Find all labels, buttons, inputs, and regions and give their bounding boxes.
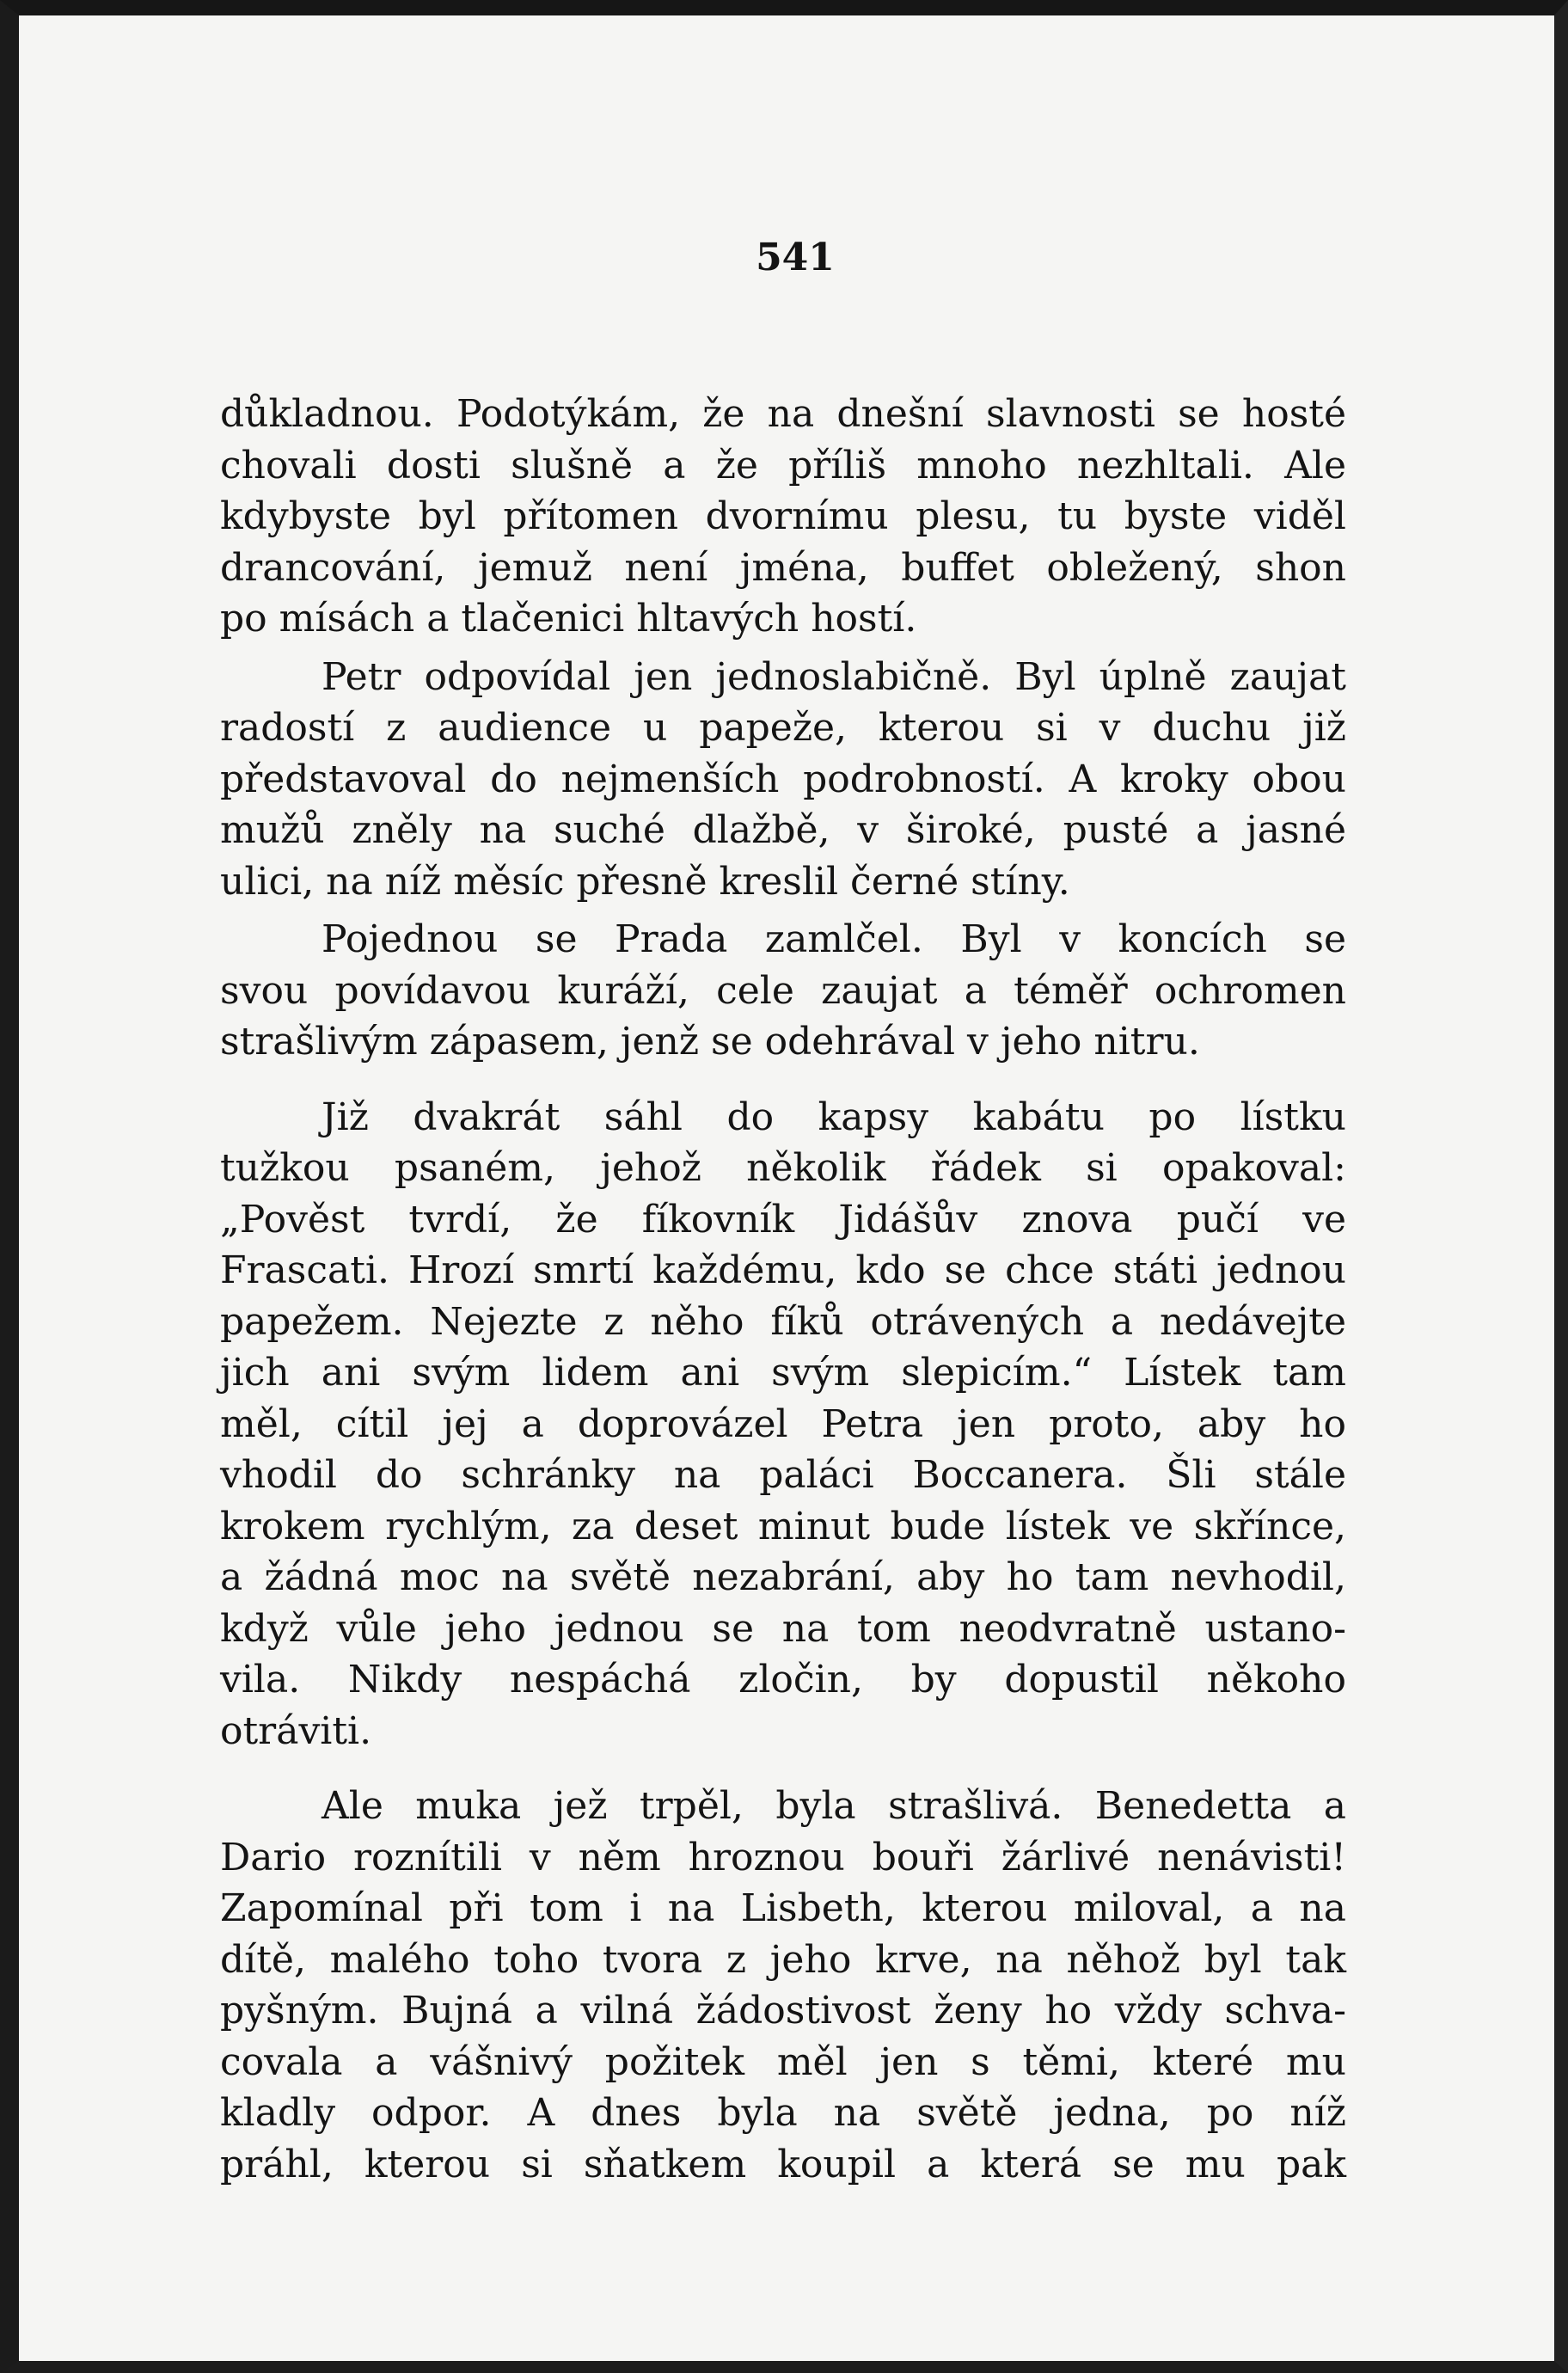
text-line: měl, cítil jej a doprovázel Petra jen proto, aby ho bbox=[220, 1401, 1346, 1446]
text-line: kladly odpor. A dnes byla na světě jedna, po níž bbox=[220, 2091, 1346, 2135]
text-line: vhodil do schránky na paláci Boccanera. Šli stále bbox=[220, 1453, 1346, 1497]
text-line: Zapomínal při tom i na Lisbeth, kterou miloval, a na bbox=[220, 1886, 1346, 1930]
text-line: a žádná moc na světě nezabrání, aby ho tam nevhodil, bbox=[220, 1555, 1346, 1599]
text-line: kdybyste byl přítomen dvornímu plesu, tu byste viděl bbox=[220, 494, 1346, 538]
text-line: Petr odpovídal jen jednoslabičně. Byl úplně zaujat bbox=[322, 654, 1346, 699]
book-page bbox=[220, 230, 1346, 2190]
text-line: když vůle jeho jednou se na tom neodvratně ustano- bbox=[220, 1606, 1346, 1651]
paragraph-3 bbox=[220, 914, 1346, 1068]
text-line: Ale muka jež trpěl, byla strašlivá. Benedetta a bbox=[322, 1784, 1346, 1828]
paragraph-5 bbox=[220, 1781, 1346, 2190]
text-line: jich ani svým lidem ani svým slepicím.“ Lístek tam bbox=[220, 1351, 1346, 1395]
paragraph-1 bbox=[220, 389, 1346, 645]
text-line: vila. Nikdy nespáchá zločin, by dopustil někoho bbox=[220, 1658, 1346, 1702]
text-line: dítě, malého toho tvora z jeho krve, na něhož byl tak bbox=[220, 1937, 1346, 1982]
text-line: představoval do nejmenších podrobností. A kroky obou bbox=[220, 757, 1346, 801]
text-line: papežem. Nejezte z něho fíků otrávených a nedávejte bbox=[220, 1299, 1346, 1344]
text-line: covala a vášnivý požitek měl jen s těmi, které mu bbox=[220, 2039, 1346, 2084]
text-line: Frascati. Hrozí smrtí každému, kdo se chce státi jednou bbox=[220, 1248, 1346, 1292]
text-line: krokem rychlým, za deset minut bude lístek ve skřínce, bbox=[220, 1504, 1346, 1548]
paragraph-4 bbox=[220, 1092, 1346, 1757]
text-line: pyšným. Bujná a vilná žádostivost ženy ho vždy schva- bbox=[220, 1989, 1346, 2033]
page-number: 541 bbox=[756, 236, 835, 279]
text-line: „Pověst tvrdí, že fíkovník Jidášův znova pučí ve bbox=[220, 1197, 1346, 1242]
text-line: radostí z audience u papeže, kterou si v duchu již bbox=[220, 706, 1346, 750]
text-line: drancování, jemuž není jména, buffet obležený, shon bbox=[220, 545, 1346, 590]
text-line: tužkou psaném, jehož několik řádek si opakoval: bbox=[220, 1146, 1346, 1190]
text-line: Pojednou se Prada zamlčel. Byl v koncích se bbox=[322, 917, 1346, 961]
text-line: mužů zněly na suché dlažbě, v široké, pusté a jasné bbox=[220, 808, 1346, 852]
text-line: práhl, kterou si sňatkem koupil a která se mu pak bbox=[220, 2142, 1346, 2186]
paragraph-2 bbox=[220, 652, 1346, 908]
text-line: Již dvakrát sáhl do kapsy kabátu po lístku bbox=[322, 1095, 1346, 1139]
text-line: otráviti. bbox=[220, 1708, 372, 1753]
text-line: důkladnou. Podotýkám, že na dnešní slavnosti se hosté bbox=[220, 392, 1346, 436]
text-line: strašlivým zápasem, jenž se odehrával v jeho nitru. bbox=[220, 1020, 1200, 1064]
text-line: po mísách a tlačenici hltavých hostí. bbox=[220, 597, 917, 641]
text-line: ulici, na níž měsíc přesně kreslil černé stíny. bbox=[220, 859, 1070, 904]
text-line: svou povídavou kuráží, cele zaujat a téměř ochromen bbox=[220, 968, 1346, 1013]
text-line: Dario roznítili v něm hroznou bouři žárlivé nenávisti! bbox=[220, 1835, 1346, 1879]
text-line: chovali dosti slušně a že příliš mnoho nezhltali. Ale bbox=[220, 443, 1346, 487]
